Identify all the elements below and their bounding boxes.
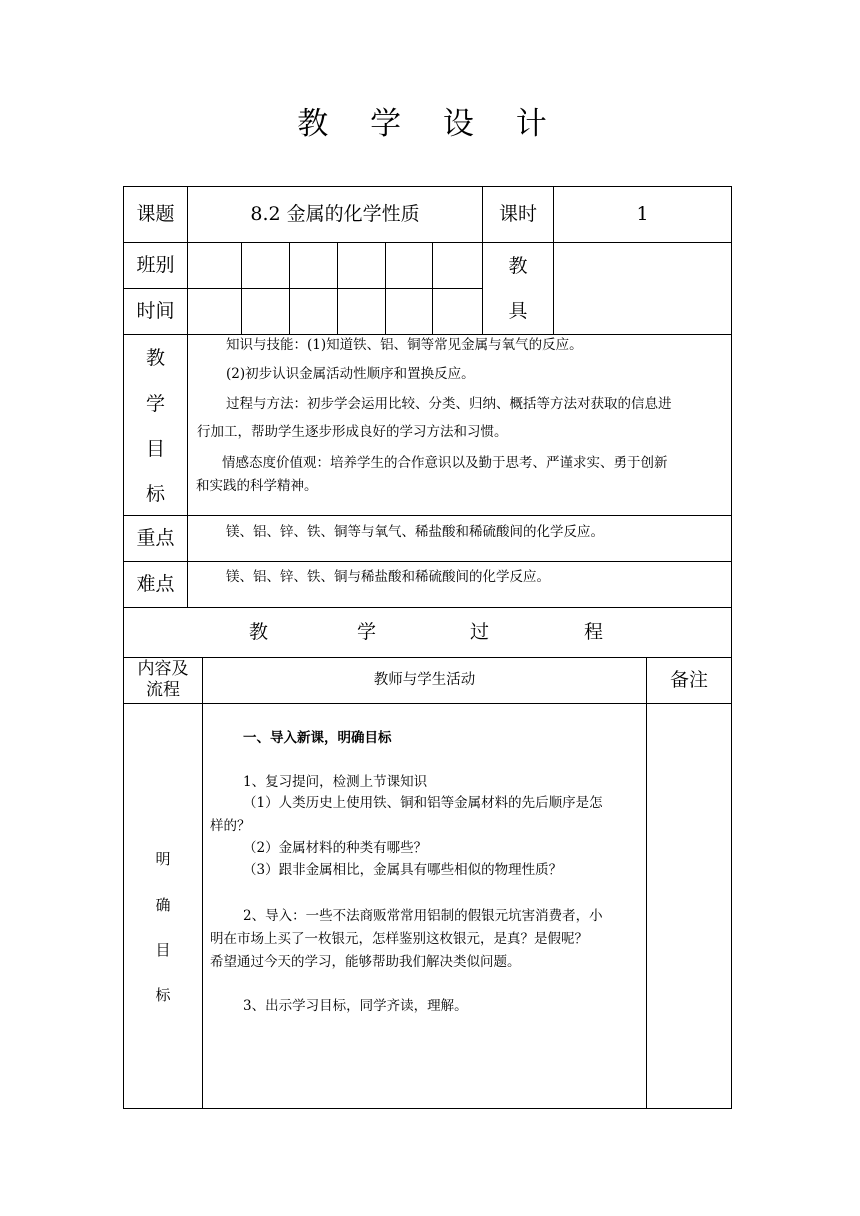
row-label-char: 标 xyxy=(155,986,171,1004)
activity-line: 1、复习提问，检测上节课知识 xyxy=(243,774,428,790)
activity-line: （2）金属材料的种类有哪些？ xyxy=(243,840,428,856)
activity-line: 希望通过今天的学习，能够帮助我们解决类似问题。 xyxy=(210,954,521,970)
objective-line: 和实践的科学精神。 xyxy=(196,478,318,494)
objectives-label-1: 教 xyxy=(145,347,165,369)
topic-label: 课题 xyxy=(136,203,175,225)
activity-line: 2、导入：一些不法商贩常常用铝制的假银元坑害消费者，小 xyxy=(243,908,603,924)
process-title-char: 学 xyxy=(357,621,377,643)
col-note-header: 备注 xyxy=(669,669,708,691)
difficult-point-label: 难点 xyxy=(136,573,175,595)
time-label: 时间 xyxy=(136,300,175,322)
process-title-char: 过 xyxy=(470,621,490,643)
period-label: 课时 xyxy=(498,203,537,225)
objective-line: 过程与方法：初步学会运用比较、分类、归纳、概括等方法对获取的信息进 xyxy=(226,396,672,412)
objectives-label-4: 标 xyxy=(145,483,165,505)
objective-line: 知识与技能：(1)知道铁、铝、铜等常见金属与氧气的反应。 xyxy=(226,337,583,353)
activity-line: 样的？ xyxy=(210,818,251,834)
objectives-label-3: 目 xyxy=(145,438,165,460)
section-heading: 一、导入新课，明确目标 xyxy=(243,730,392,746)
col-activity-header: 教师与学生活动 xyxy=(373,672,476,688)
objective-line: 情感态度价值观：培养学生的合作意识以及勤于思考、严谨求实、勇于创新 xyxy=(222,455,668,471)
process-title-char: 教 xyxy=(249,621,269,643)
topic-value: 8.2 金属的化学性质 xyxy=(250,203,420,225)
activity-line: 3、出示学习目标，同学齐读，理解。 xyxy=(243,998,468,1014)
key-point-text: 镁、铝、锌、铁、铜等与氧气、稀盐酸和稀硫酸间的化学反应。 xyxy=(226,524,604,540)
col-content-header-1: 内容及 xyxy=(137,659,189,679)
document-title: 教 学 设 计 xyxy=(297,106,563,142)
row-label-char: 明 xyxy=(155,850,171,868)
table-outline xyxy=(124,187,732,1109)
activity-line: 明在市场上买了一枚银元，怎样鉴别这枚银元，是真？是假呢？ xyxy=(210,931,588,947)
activity-line: （1）人类历史上使用铁、铜和铝等金属材料的先后顺序是怎 xyxy=(243,795,603,811)
col-content-header-2: 流程 xyxy=(146,680,180,700)
class-label: 班别 xyxy=(136,254,175,276)
key-point-label: 重点 xyxy=(136,527,175,549)
process-title-char: 程 xyxy=(584,621,604,643)
activity-line: （3）跟非金属相比，金属具有哪些相似的物理性质？ xyxy=(243,862,563,878)
objective-line: (2)初步认识金属活动性顺序和置换反应。 xyxy=(226,366,475,382)
teaching-aid-label-1: 教 xyxy=(508,255,528,277)
row-label-char: 目 xyxy=(155,941,171,959)
objective-line: 行加工，帮助学生逐步形成良好的学习方法和习惯。 xyxy=(197,424,508,440)
difficult-point-text: 镁、铝、锌、铁、铜与稀盐酸和稀硫酸间的化学反应。 xyxy=(226,569,550,585)
row-label-char: 确 xyxy=(155,896,171,914)
teaching-aid-label-2: 具 xyxy=(508,300,528,322)
objectives-label-2: 学 xyxy=(145,393,165,415)
period-value: 1 xyxy=(636,203,649,225)
